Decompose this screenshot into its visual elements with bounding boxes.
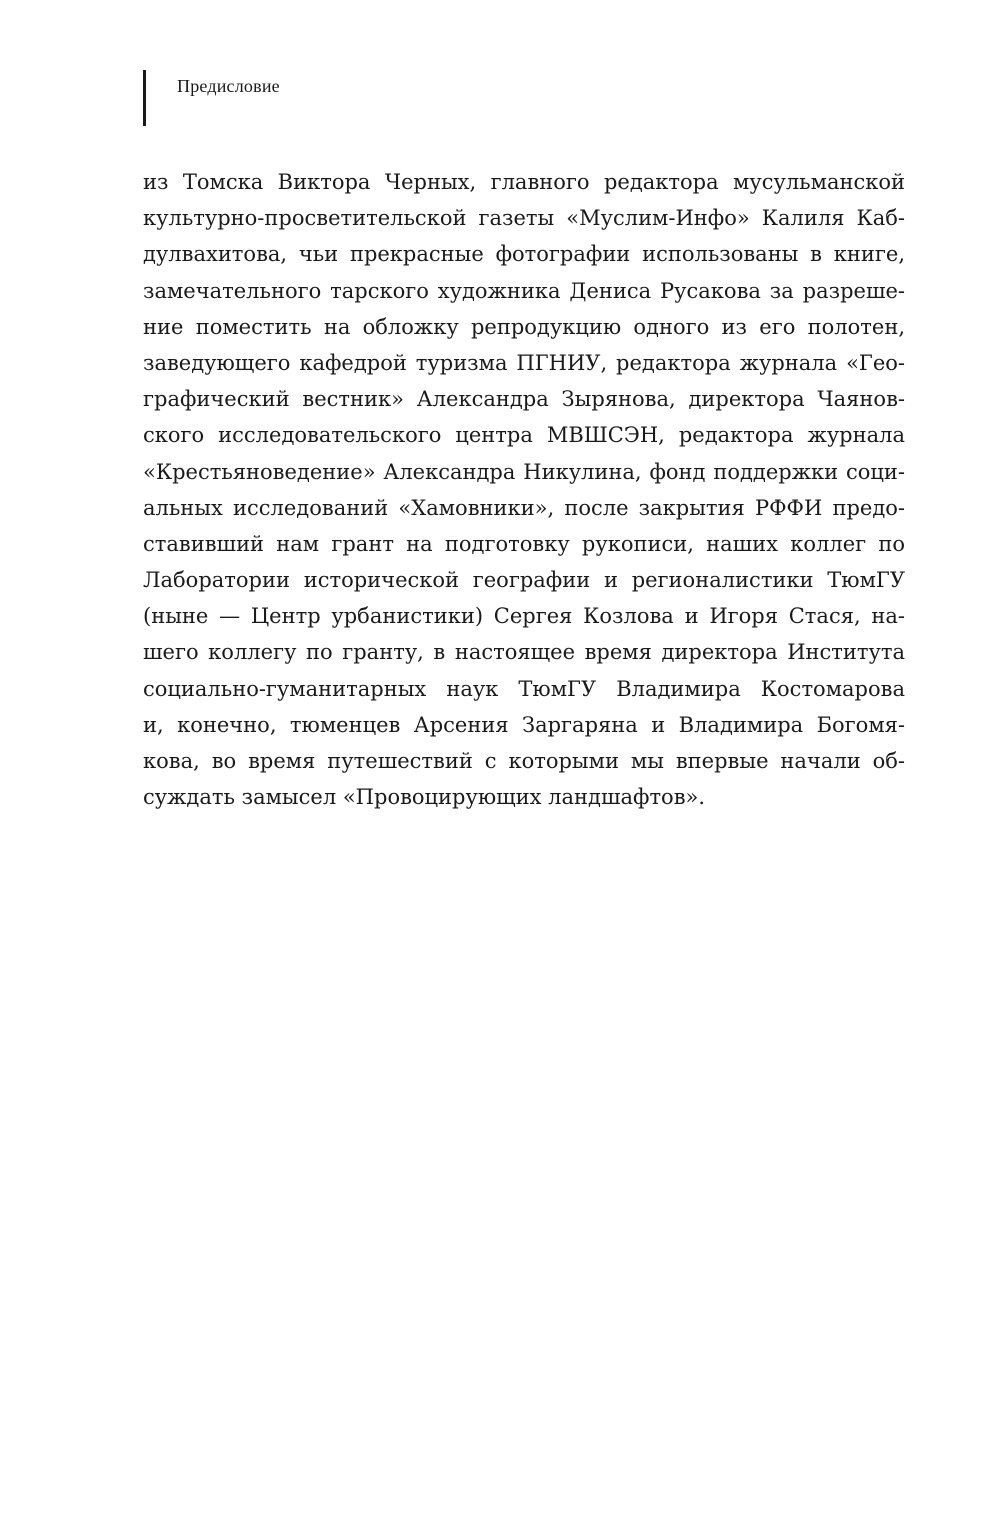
text-line: суждать замысел «Провоцирующих ландшафтов». xyxy=(143,785,706,810)
text-line: из Томска Виктора Черных, главного редактора мусульманской xyxy=(143,170,905,194)
text-line: ставивший нам грант на подготовку рукописи, наших коллег по xyxy=(143,531,905,556)
text-line: замечательного тарского художника Дениса Русакова за разреше- xyxy=(143,278,905,303)
text-line: графический вестник» Александра Зырянова, директора Чаянов- xyxy=(143,387,905,412)
text-line: альных исследований «Хамовники», после закрытия РФФИ предо- xyxy=(143,495,905,520)
text-line: дулвахитова, чьи прекрасные фотографии использованы в книге, xyxy=(143,242,905,267)
text-line: Лаборатории исторической географии и регионалистики ТюмГУ xyxy=(143,568,905,593)
text-line: (ныне — Центр урбанистики) Сергея Козлова и Игоря Стася, на- xyxy=(143,604,905,629)
text-line: кова, во время путешествий с которыми мы впервые начали об- xyxy=(143,749,905,773)
text-line: ского исследовательского центра МВШСЭН, редактора журнала xyxy=(143,423,905,448)
text-line: ние поместить на обложку репродукцию одного из его полотен, xyxy=(143,314,905,339)
text-line: «Крестьяноведение» Александра Никулина, фонд поддержки соци- xyxy=(143,459,905,484)
text-line: культурно-просветительской газеты «Муслим-Инфо» Калиля Каб- xyxy=(143,206,905,231)
text-line: социально-гуманитарных наук ТюмГУ Владимира Костомарова xyxy=(143,676,905,701)
text-line: и, конечно, тюменцев Арсения Заргаряна и Владимира Богомя- xyxy=(143,712,905,737)
running-head-title: Предисловие xyxy=(177,76,280,96)
running-head-rule xyxy=(143,70,146,126)
text-line: шего коллегу по гранту, в настоящее время директора Института xyxy=(143,640,905,665)
text-line: заведующего кафедрой туризма ПГНИУ, редактора журнала «Гео- xyxy=(143,350,905,375)
body-paragraph xyxy=(143,164,905,815)
